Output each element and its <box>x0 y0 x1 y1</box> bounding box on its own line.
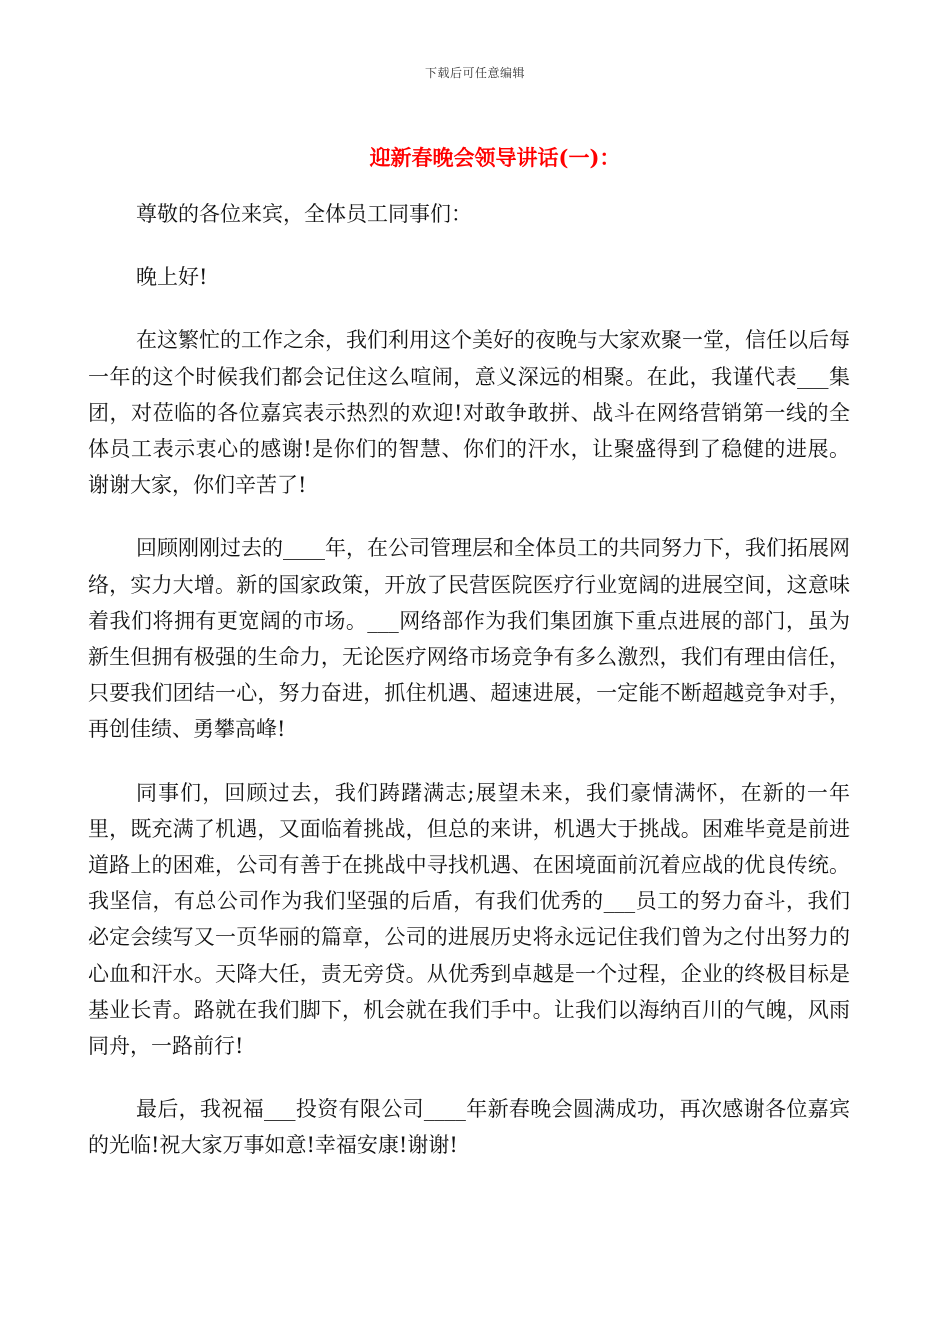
paragraph-outlook: 同事们，回顾过去，我们踌躇满志;展望未来，我们豪情满怀，在新的一年里，既充满了机遇，又面临着挑战，但总的来讲，机遇大于挑战。困难毕竟是前进道路上的困难，公司有善于在挑战中寻找机遇、在困境面前沉着应战的优良传统。我坚信，有总公司作为我们坚强的后盾，有我们优秀的___员工的努力奋斗，我们必定会续写又一页华丽的篇章，公司的进展历史将永远记住我们曾为之付出努力的心血和汗水。天降大任，责无旁贷。从优秀到卓越是一个过程，企业的终极目标是基业长青。路就在我们脚下，机会就在我们手中。让我们以海纳百川的气魄，风雨同舟，一路前行! <box>88 780 850 1059</box>
document-title: 迎新春晚会领导讲话(一)： <box>369 145 621 170</box>
paragraph-review: 回顾刚刚过去的____年，在公司管理层和全体员工的共同努力下，我们拓展网络，实力大增。新的国家政策，开放了民营医院医疗行业宽阔的进展空间，这意味着我们将拥有更宽阔的市场。___网络部作为我们集团旗下重点进展的部门，虽为新生但拥有极强的生命力，无论医疗网络市场竞争有多么激烈，我们有理由信任，只要我们团结一心，努力奋进，抓住机遇、超速进展，一定能不断超越竞争对手，再创佳绩、勇攀高峰! <box>88 536 850 742</box>
greeting: 晚上好! <box>136 265 208 290</box>
paragraph-closing: 最后，我祝福___投资有限公司____年新春晚会圆满成功，再次感谢各位嘉宾的光临!祝大家万事如意!幸福安康!谢谢! <box>88 1097 850 1158</box>
paragraph-welcome: 在这繁忙的工作之余，我们利用这个美好的夜晚与大家欢聚一堂，信任以后每一年的这个时候我们都会记住这么喧闹，意义深远的相聚。在此，我谨代表___集团，对莅临的各位嘉宾表示热烈的欢迎!对敢争敢拼、战斗在网络营销第一线的全体员工表示衷心的感谢!是你们的智慧、你们的汗水，让聚盛得到了稳健的进展。谢谢大家，你们辛苦了! <box>88 328 850 498</box>
salutation: 尊敬的各位来宾，全体员工同事们： <box>136 202 472 226</box>
header-note: 下载后可任意编辑 <box>424 66 525 80</box>
document-body <box>88 196 850 1191</box>
